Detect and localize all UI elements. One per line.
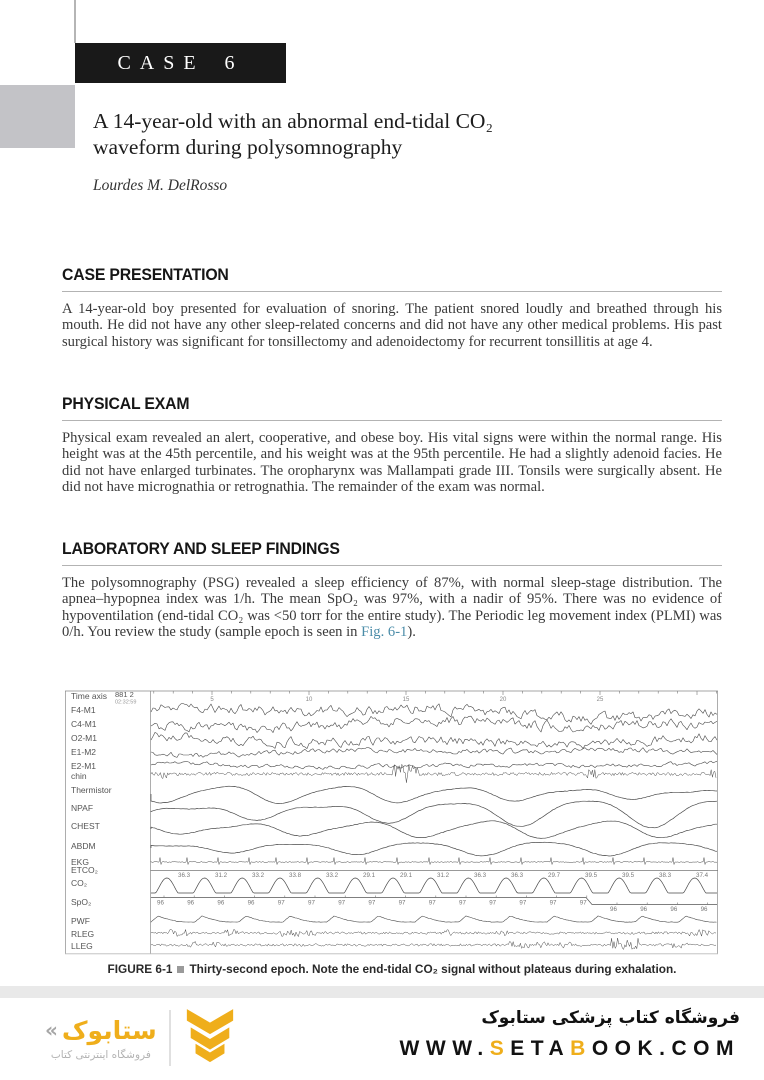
chart-text: 33.8 xyxy=(289,872,302,879)
logo-subtitle: فروشگاه اینترنتی کتاب xyxy=(50,1048,151,1061)
chart-text: 38.3 xyxy=(659,872,672,879)
url-part: WWW. xyxy=(399,1037,490,1060)
page-title xyxy=(93,108,713,160)
psg-figure xyxy=(65,686,718,955)
section-heading: PHYSICAL EXAM xyxy=(62,394,190,413)
chart-text: 20 xyxy=(499,697,507,703)
chart-text: 97 xyxy=(428,899,436,907)
chart-text: 97 xyxy=(489,899,497,907)
chart-text: 37.4 xyxy=(696,872,709,879)
chart-text: 96 xyxy=(670,906,678,913)
caption-square-icon xyxy=(177,966,184,973)
paragraph: Physical exam revealed an alert, cooperative, and obese boy. His vital signs were within the normal range. His height was at the 45th percentile, and his weight was at the 95th percentile. He had a slightly adenoid facies. He did not have enlarged turbinates. The oropharynx was Mallampati grade III. Tonsils were surgically absent. He did not have micrognathia or retrognathia. The remainder of the exam was normal. xyxy=(62,430,722,496)
title-line-2: waveform during polysomnography xyxy=(93,135,403,160)
chart-text: 96 xyxy=(700,906,708,913)
chart-text: 39.5 xyxy=(622,872,635,879)
channel-label: Time axis xyxy=(71,691,108,701)
chart-text: 96 xyxy=(610,906,617,913)
chart-text: 97 xyxy=(459,899,466,907)
chart-text: 96 xyxy=(217,899,225,907)
chart-text: 97 xyxy=(308,899,315,907)
chevron-logo-icon xyxy=(183,1007,237,1069)
logo-divider xyxy=(169,1010,171,1066)
chart-text: 97 xyxy=(398,899,406,907)
chart-text: 97 xyxy=(338,899,346,907)
chart-text: 33.2 xyxy=(252,872,265,879)
paragraph xyxy=(62,575,722,641)
url-part: ETA xyxy=(510,1037,571,1060)
channel-label: CO₂ xyxy=(71,878,88,888)
chart-text: 33.2 xyxy=(326,872,339,879)
case-number-box xyxy=(75,43,286,83)
chart-text: 96 xyxy=(157,899,164,907)
channel-label: F4-M1 xyxy=(71,705,96,715)
store-logo xyxy=(45,1004,237,1072)
case-number-label: CASE 6 xyxy=(117,51,244,74)
margin-rule xyxy=(74,0,76,43)
channel-label: C4-M1 xyxy=(71,719,97,729)
chart-text: 97 xyxy=(519,899,527,907)
chart-text: 29.1 xyxy=(363,872,376,879)
author-name: Lourdes M. DelRosso xyxy=(93,177,228,194)
chart-text: 96 xyxy=(640,906,648,913)
page-edge-band xyxy=(0,986,764,998)
paragraph-text: The polysomnography (PSG) revealed a sleep efficiency of 87%, with normal sleep-stage distribution. The apnea–hypopnea index was 1/h. The mean SpO₂ was 97%, with a nadir of 95%. There was no evidence of hypoventilation (end-tidal CO₂ was <50 torr for the entire study). The Periodic leg movement index (PLMI) was 0/h. You review the study (sample epoch is seen in xyxy=(62,575,722,641)
heading-rule xyxy=(62,565,722,566)
paragraph: A 14-year-old boy presented for evaluation of snoring. The patient snored loudly and breathed through his mouth. He did not have any other sleep-related concerns and did not have any other medical problems. His past surgical history was significant for tonsillectomy and adenoidectomy for recurrent tonsillitis at age 4. xyxy=(62,301,722,350)
chart-text: 36.3 xyxy=(511,872,524,879)
chart-text: 97 xyxy=(368,899,376,907)
channel-label: ETCO₂ xyxy=(71,865,98,875)
section-heading: CASE PRESENTATION xyxy=(62,265,229,284)
chart-text: 29.1 xyxy=(400,872,413,879)
channel-label: CHEST xyxy=(71,821,100,831)
channel-label: NPAF xyxy=(71,803,94,813)
section-case-presentation xyxy=(62,265,722,365)
chart-text: 10 xyxy=(305,697,313,703)
margin-gray-block xyxy=(0,85,75,148)
logo-wordmark xyxy=(45,1016,157,1061)
figure-caption-label: FIGURE 6-1 xyxy=(107,962,173,976)
chart-text: 96 xyxy=(187,899,195,907)
section-heading: LABORATORY AND SLEEP FINDINGS xyxy=(62,539,340,558)
figure-reference-link[interactable]: Fig. 6-1 xyxy=(361,624,408,641)
channel-label: O2-M1 xyxy=(71,733,97,743)
channel-label: chin xyxy=(71,771,87,781)
heading-rule xyxy=(62,420,722,421)
url-part: S xyxy=(489,1037,511,1060)
channel-label: EKG xyxy=(71,857,89,867)
section-physical-exam xyxy=(62,394,722,510)
chart-text: 97 xyxy=(579,899,587,907)
channel-label: RLEG xyxy=(71,929,95,939)
figure-caption xyxy=(62,962,722,976)
channel-label: PWF xyxy=(71,916,90,926)
channel-label: E1-M2 xyxy=(71,747,97,757)
store-url xyxy=(400,1037,740,1061)
chart-text: 02:32:59 xyxy=(115,699,137,706)
url-part: OOK.COM xyxy=(591,1037,740,1060)
chart-text: 36.3 xyxy=(474,872,487,879)
store-text-block xyxy=(400,1008,740,1061)
psg-chart xyxy=(65,686,718,955)
guillemet-icon: « xyxy=(45,1018,58,1042)
channel-label: E2-M1 xyxy=(71,761,97,771)
heading-rule xyxy=(62,291,722,292)
url-part: B xyxy=(570,1037,592,1060)
chart-text: 5 xyxy=(210,697,214,703)
section-laboratory-findings xyxy=(62,539,722,655)
chart-text: 36.3 xyxy=(178,872,191,879)
figure-caption-text: Thirty-second epoch. Note the end-tidal CO₂ signal without plateaus during exhalation. xyxy=(189,962,677,976)
channel-label: Thermistor xyxy=(71,785,112,795)
chart-text: 881 2 xyxy=(115,690,134,699)
chart-text: 96 xyxy=(247,899,255,907)
chart-text: 29.7 xyxy=(548,872,561,879)
chart-text: 97 xyxy=(277,899,285,907)
logo-word-farsi: ستابوک xyxy=(61,1015,157,1045)
chart-text: 31.2 xyxy=(215,872,228,879)
store-name-farsi: فروشگاه کتاب پزشکی ستابوک xyxy=(481,1008,740,1028)
channel-label: ABDM xyxy=(71,841,96,851)
title-line-1: A 14-year-old with an abnormal end-tidal CO₂ xyxy=(93,109,493,133)
channel-label: SpO₂ xyxy=(71,897,92,907)
channel-label: LLEG xyxy=(71,941,93,951)
watermark-footer xyxy=(0,998,764,1080)
chart-text: 31.2 xyxy=(437,872,450,879)
chart-text: 97 xyxy=(549,899,557,907)
chart-text: 39.5 xyxy=(585,872,598,879)
chart-text: 25 xyxy=(596,697,604,703)
paragraph-text: ). xyxy=(407,624,416,641)
chart-text: 15 xyxy=(402,697,410,703)
